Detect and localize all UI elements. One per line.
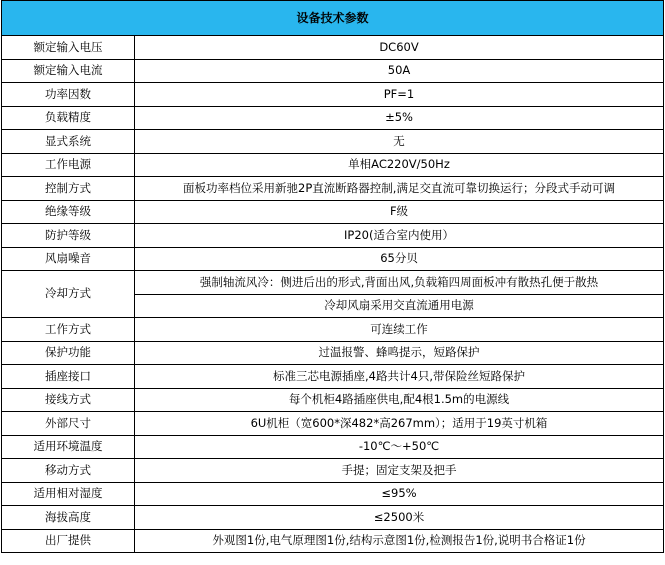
table-row [2,459,664,483]
row-value: DC60V [135,36,664,60]
row-value: F级 [135,200,664,224]
row-label: 外部尺寸 [2,412,135,436]
table-row [2,36,664,60]
table-row [2,318,664,342]
table-row [2,83,664,107]
table-row [2,482,664,506]
row-label: 海拔高度 [2,506,135,530]
table-row [2,412,664,436]
row-label: 冷却方式 [2,271,135,318]
row-label: 功率因数 [2,83,135,107]
table-row [2,388,664,412]
table-row [2,224,664,248]
row-value: PF=1 [135,83,664,107]
row-value: 50A [135,59,664,83]
row-label: 显式系统 [2,130,135,154]
row-value: 无 [135,130,664,154]
row-label: 额定输入电流 [2,59,135,83]
row-value: 过温报警、蜂鸣提示，短路保护 [135,341,664,365]
row-value: 强制轴流风冷：侧进后出的形式,背面出风,负载箱四周面板冲有散热孔便于散热 [135,271,664,295]
row-value: 外观图1份,电气原理图1份,结构示意图1份,检测报告1份,说明书合格证1份 [135,529,664,552]
row-value: 手提；固定支架及把手 [135,459,664,483]
row-value: 6U机柜（宽600*深482*高267mm）；适用于19英寸机箱 [135,412,664,436]
row-label: 适用环境温度 [2,435,135,459]
table-title-row [2,1,664,36]
row-label: 保护功能 [2,341,135,365]
row-value: 65分贝 [135,247,664,271]
table-row [2,341,664,365]
table-row [2,177,664,201]
table-row [2,59,664,83]
table-row [2,365,664,389]
row-label: 工作电源 [2,153,135,177]
row-label: 绝缘等级 [2,200,135,224]
row-label: 控制方式 [2,177,135,201]
row-label: 出厂提供 [2,529,135,552]
row-label: 防护等级 [2,224,135,248]
spec-table [1,0,664,553]
row-value: ±5% [135,106,664,130]
row-label: 负载精度 [2,106,135,130]
table-row [2,506,664,530]
table-row [2,247,664,271]
row-label: 插座接口 [2,365,135,389]
table-row [2,529,664,552]
row-value: 可连续工作 [135,318,664,342]
table-row [2,130,664,154]
row-value: ≤95% [135,482,664,506]
row-label: 移动方式 [2,459,135,483]
row-value: 面板功率档位采用新驰2P直流断路器控制,满足交直流可靠切换运行；分段式手动可调 [135,177,664,201]
row-label: 额定输入电压 [2,36,135,60]
table-row [2,153,664,177]
row-label: 接线方式 [2,388,135,412]
row-value: -10℃～+50℃ [135,435,664,459]
row-value: 单相AC220V/50Hz [135,153,664,177]
table-row [2,200,664,224]
row-label: 工作方式 [2,318,135,342]
table-row [2,271,664,295]
row-value: IP20(适合室内使用） [135,224,664,248]
table-row [2,435,664,459]
row-value: 每个机柜4路插座供电,配4根1.5m的电源线 [135,388,664,412]
table-row [2,106,664,130]
row-value: 标准三芯电源插座,4路共计4只,带保险丝短路保护 [135,365,664,389]
row-value: 冷却风扇采用交直流通用电源 [135,294,664,318]
row-label: 风扇噪音 [2,247,135,271]
row-value: ≤2500米 [135,506,664,530]
table-title: 设备技术参数 [2,1,664,36]
row-label: 适用相对湿度 [2,482,135,506]
